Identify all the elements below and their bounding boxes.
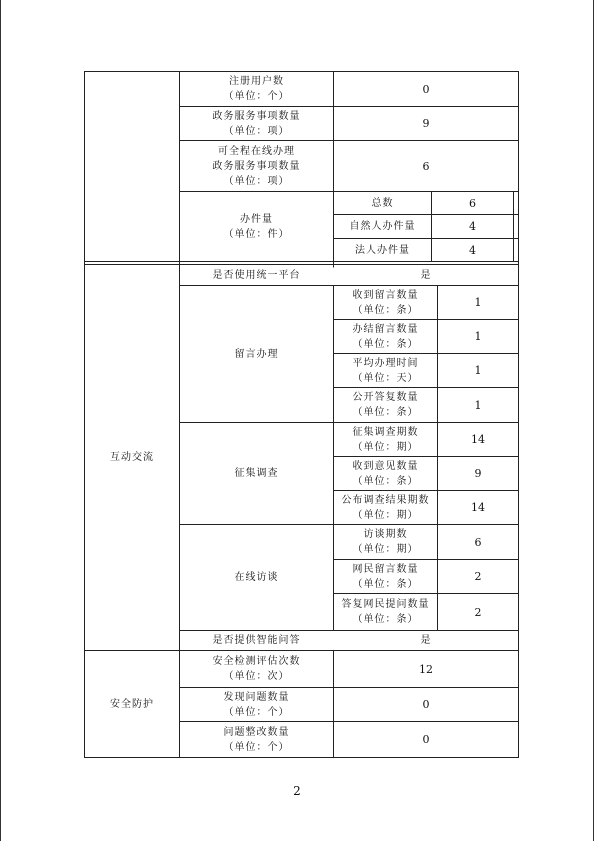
- registered-users-unit: （单位：个）: [223, 91, 290, 102]
- message-public-reply-label: 公开答复数量: [352, 392, 419, 403]
- online-items-unit: （单位：项）: [223, 175, 290, 187]
- message-received-value: 1: [474, 296, 482, 309]
- page-number: 2: [293, 784, 301, 798]
- interview-row-label: [334, 560, 437, 593]
- handling-volume-label: [180, 192, 333, 261]
- interview-periods-unit: （单位：期）: [352, 544, 419, 555]
- service-items-label: [180, 107, 333, 140]
- message-received-label: 收到留言数量: [352, 289, 419, 301]
- interview-periods-label: 访谈期数: [363, 529, 408, 540]
- online-items-label-line2: 政务服务事项数量: [212, 160, 301, 172]
- smart-qa-value: 是: [420, 635, 432, 646]
- handling-volume-unit: （单位：件）: [223, 228, 290, 240]
- survey-row-label: [334, 423, 437, 456]
- interview-row-label: [334, 525, 437, 559]
- survey-periods-label: 征集调查期数: [352, 426, 419, 438]
- survey-row-label: [334, 457, 437, 490]
- message-closed-label: 办结留言数量: [352, 323, 419, 335]
- survey-opinions-unit: （单位：条）: [352, 475, 419, 487]
- survey-row-label: [334, 491, 437, 524]
- registered-users-label: [180, 72, 333, 106]
- survey-periods-value: 14: [471, 433, 485, 446]
- issues-found-value: 0: [422, 698, 430, 711]
- registered-users-value: 0: [422, 82, 430, 96]
- security-row-label: [180, 688, 333, 721]
- message-row-label: [334, 388, 437, 422]
- message-row-label: [334, 320, 437, 353]
- handling-legal-person-label: 法人办件量: [355, 244, 410, 256]
- service-items-unit: （单位：项）: [223, 125, 290, 137]
- handling-total-value: 6: [469, 196, 476, 210]
- survey-label: 征集调查: [234, 468, 279, 479]
- survey-results-unit: （单位：期）: [352, 509, 419, 521]
- issues-found-label: 发现问题数量: [223, 691, 290, 703]
- online-interview-label: 在线访谈: [234, 572, 279, 583]
- unified-platform-label: 是否使用统一平台: [212, 269, 301, 281]
- interview-messages-unit: （单位：条）: [352, 578, 419, 590]
- security-row-label: [180, 651, 333, 687]
- message-handling-label: 留言办理: [234, 348, 279, 360]
- message-row-label: [334, 286, 437, 319]
- issues-fixed-label: 问题整改数量: [223, 726, 290, 738]
- handling-legal-person-value: 4: [469, 243, 476, 257]
- smart-qa-label: 是否提供智能问答: [212, 635, 301, 646]
- service-items-value: 9: [422, 117, 430, 130]
- message-public-reply-value: 1: [474, 398, 482, 412]
- security-checks-label: 安全检测评估次数: [212, 656, 301, 667]
- security-checks-value: 12: [419, 662, 433, 676]
- handling-volume-label-text: 办件量: [240, 213, 273, 225]
- survey-results-label: 公布调查结果期数: [341, 494, 430, 506]
- interaction-category: 互动交流: [110, 452, 154, 463]
- handling-natural-person-value: 4: [469, 220, 476, 233]
- survey-opinions-value: 9: [474, 467, 482, 480]
- survey-results-value: 14: [471, 501, 485, 514]
- message-row-label: [334, 354, 437, 387]
- message-closed-unit: （单位：条）: [352, 338, 419, 350]
- interview-replies-label: 答复网民提问数量: [341, 599, 430, 610]
- security-category: 安全防护: [110, 698, 154, 710]
- unified-platform-value: 是: [420, 269, 432, 281]
- message-avg-time-value: 1: [474, 364, 482, 377]
- issues-fixed-value: 0: [422, 733, 430, 746]
- interview-periods-value: 6: [474, 535, 482, 549]
- survey-opinions-label: 收到意见数量: [352, 460, 419, 472]
- interview-messages-label: 网民留言数量: [352, 563, 419, 575]
- interview-messages-value: 2: [474, 570, 482, 583]
- registered-users-label-text: 注册用户数: [229, 76, 284, 87]
- message-avg-time-unit: （单位：天）: [352, 372, 419, 384]
- message-avg-time-label: 平均办理时间: [352, 357, 419, 369]
- service-items-label-text: 政务服务事项数量: [212, 110, 301, 122]
- online-items-value: 6: [422, 159, 430, 173]
- interview-row-label: [334, 594, 437, 630]
- handling-total-label: 总数: [371, 197, 394, 209]
- message-received-unit: （单位：条）: [352, 304, 419, 316]
- handling-natural-person-label: 自然人办件量: [349, 221, 416, 232]
- survey-periods-unit: （单位：期）: [352, 441, 419, 453]
- issues-found-unit: （单位：个）: [223, 706, 290, 718]
- message-closed-value: 1: [474, 330, 482, 343]
- message-public-reply-unit: （单位：条）: [352, 407, 419, 418]
- interview-replies-unit: （单位：条）: [352, 614, 419, 625]
- online-items-label: [180, 141, 333, 191]
- security-checks-unit: （单位：次）: [223, 671, 290, 682]
- issues-fixed-unit: （单位：个）: [223, 741, 290, 753]
- security-row-label: [180, 722, 333, 757]
- online-items-label-line1: 可全程在线办理: [218, 145, 295, 157]
- interview-replies-value: 2: [474, 605, 482, 619]
